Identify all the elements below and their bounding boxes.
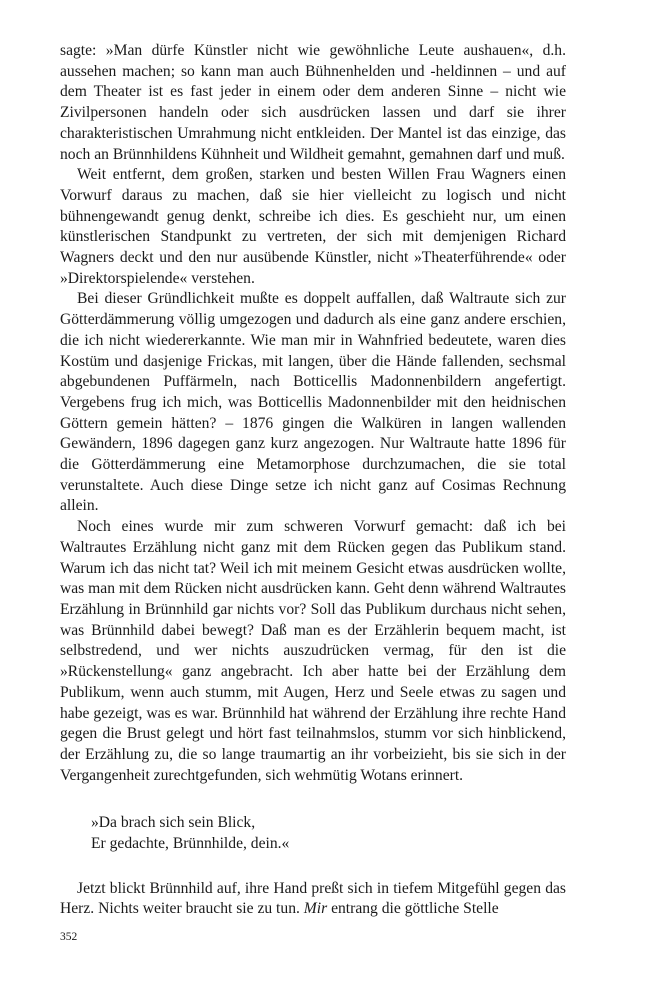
verse-line-1: »Da brach sich sein Blick,: [91, 814, 256, 832]
verse-line-2: Er gedachte, Brünnhilde, dein.«: [91, 835, 290, 853]
paragraph-2: Weit entfernt, dem großen, starken und besten Willen Frau Wagners einen Vorwurf daraus zu machen, daß sie hier vielleicht zu logisch und nicht bühnengewandt genug denkt, schreibe ich dies. Es geschieht nur, um einen künstlerischen Standpunkt zu vertreten, der sich mit demjenigen Richard Wagners deckt und den nur ausübende Künstler, nicht »Theaterführende« oder »Direktorspielende« verstehen.: [60, 166, 566, 287]
paragraph-5: [60, 879, 566, 920]
paragraph-5-text-after: entrang die göttliche Stelle: [327, 900, 499, 918]
paragraph-3: Bei dieser Gründlichkeit mußte es doppelt auffallen, daß Waltraute sich zur Götterdämmerung völlig umgezogen und dadurch als eine ganz andere erschien, die ich nicht wiedererkannte. Wie man mir in Wahnfried bedeutete, waren dies Kostüm und dasjenige Frickas, mit langen, über die Hände fallenden, sechsmal abgebundenen Puffärmeln, nach Botticellis Madonnenbildern angefertigt. Vergebens frug ich mich, was Botticellis Madonnenbilder mit den heidnischen Göttern gemein hätten? – 1876 gingen die Walküren in langen wallenden Gewändern, 1896 dagegen ganz kurz angezogen. Nur Waltraute hatte 1896 für die Götterdämmerung eine Metamorphose durchzumachen, die sie total verunstaltete. Auch diese Dinge setze ich nicht ganz auf Cosimas Rechnung allein.: [60, 290, 566, 515]
paragraph-1: sagte: »Man dürfe Künstler nicht wie gewöhnliche Leute aushauen«, d.h. aussehen machen; so kann man auch Bühnenhelden und -heldinnen – und auf dem Theater ist es fast jeder in einem oder dem anderen Sinne – nicht wie Zivilpersonen handeln oder sich ausdrücken lassen und darf sie ihrer charakteristischen Umrahmung nicht entkleiden. Der Mantel ist das einzige, das noch an Brünnhildens Kühnheit und Wildheit gemahnt, gemahnen darf und muß.: [60, 42, 566, 163]
paragraph-5-emphasis: Mir: [303, 900, 328, 918]
paragraph-4: Noch eines wurde mir zum schweren Vorwurf gemacht: daß ich bei Waltrautes Erzählung nicht ganz mit dem Rücken gegen das Publikum stand. Warum ich das nicht tat? Weil ich mit meinem Gesicht etwas ausdrücken wollte, was man mit dem Rücken nicht ausdrücken kann. Geht denn während Waltrautes Erzählung in Brünnhild gar nichts vor? Soll das Publikum durchaus nicht sehen, was Brünnhild dabei bewegt? Daß man es der Erzählerin bequem macht, ist selbstredend, und wer nichts auszudrücken vermag, für den ist die »Rückenstellung« ganz angebracht. Ich aber hatte bei der Erzählung dem Publikum, wenn auch stumm, mit Augen, Herz und Seele etwas zu sagen und habe gezeigt, was es war. Brünnhild hat während der Erzählung ihre rechte Hand gegen die Brust gelegt und hört fast teilnahmslos, stumm vor sich hinblickend, der Erzählung zu, die so lange traumartig an ihr vorbeizieht, bis sie sich in der Vergangenheit zurechtgefunden, sich wehmütig Wotans erinnert.: [60, 518, 566, 784]
paragraph-5-text-before: Jetzt blickt Brünnhild auf, ihre Hand preßt sich in tiefem Mitgefühl gegen das Herz. Nichts weiter braucht sie zu tun.: [60, 879, 566, 918]
verse-quote: [91, 813, 566, 854]
page-number: 352: [60, 931, 78, 943]
page-body: [60, 41, 566, 920]
